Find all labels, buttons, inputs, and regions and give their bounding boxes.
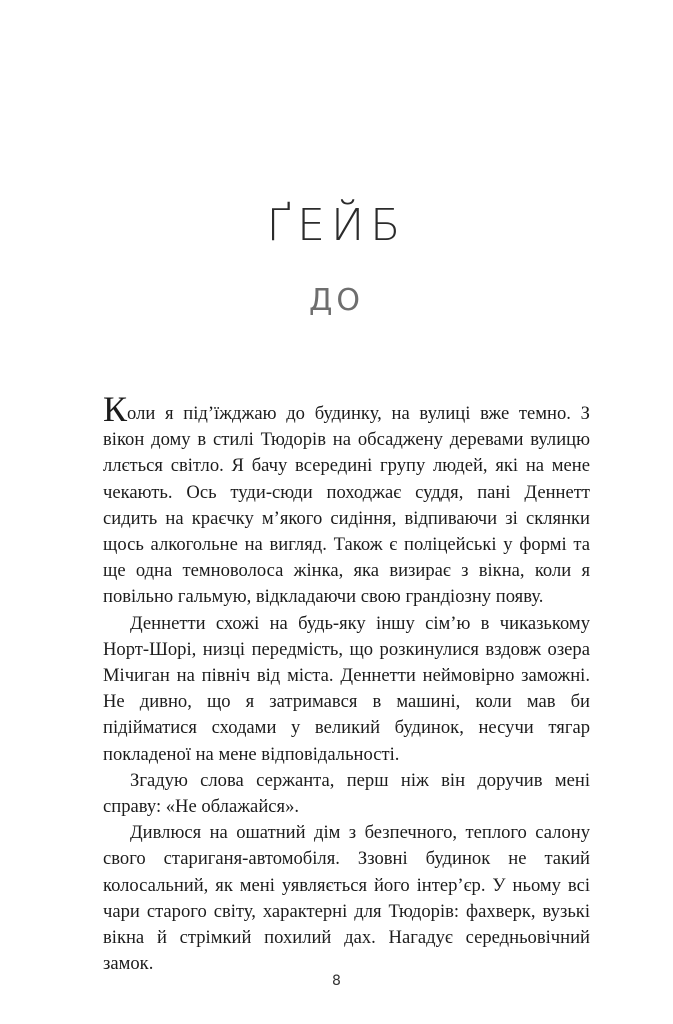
page-number: 8 bbox=[332, 973, 341, 989]
drop-cap-letter: К bbox=[103, 389, 128, 429]
chapter-subtitle: ДО bbox=[308, 283, 365, 318]
chapter-body bbox=[103, 389, 590, 977]
paragraph-1 bbox=[103, 389, 590, 611]
paragraph-2: Деннетти схожі на будь-яку іншу сім’ю в чиказькому Норт-Шорі, низці передмість, що розкинулися вздовж озера Мічиган на північ від міста. Деннетти неймовірно заможні. Не дивно, що я затримався в машині, коли мав би підійматися сходами у великий будинок, несучи тягар покладеної на мене відповідальності. bbox=[103, 612, 590, 765]
paragraph-3: Згадую слова сержанта, перш ніж він доручив мені справу: «Не облажайся». bbox=[103, 769, 590, 818]
paragraph-4: Дивлюся на ошатний дім з безпечного, теплого салону свого стариганя-автомобіля. Ззовні будинок не такий колосальний, як мені уявляється його інтер’єр. У ньому всі чари старого світу, характерні для Тюдорів: фахверк, вузькі вікна й стрімкий похилий дах. Нагадує середньовічний замок. bbox=[103, 822, 590, 975]
chapter-title: ҐЕЙБ bbox=[266, 200, 407, 251]
paragraph-1-text: оли я під’їжджаю до будинку, на вулиці вже темно. З вікон дому в стилі Тюдорів на обсаджену деревами вулицю ллється світло. Я бачу всередині групу людей, які на мене чекають. Ось туди-сюди походжає суддя, пані Деннетт сидить на краєчку м’якого сидіння, відпиваючи зі склянки щось алкогольне на вигляд. Також є поліцейські у формі та ще одна темноволоса жінка, яка визирає з вікна, коли я повільно гальмую, відкладаючи свою грандіозну появу. bbox=[103, 403, 590, 608]
